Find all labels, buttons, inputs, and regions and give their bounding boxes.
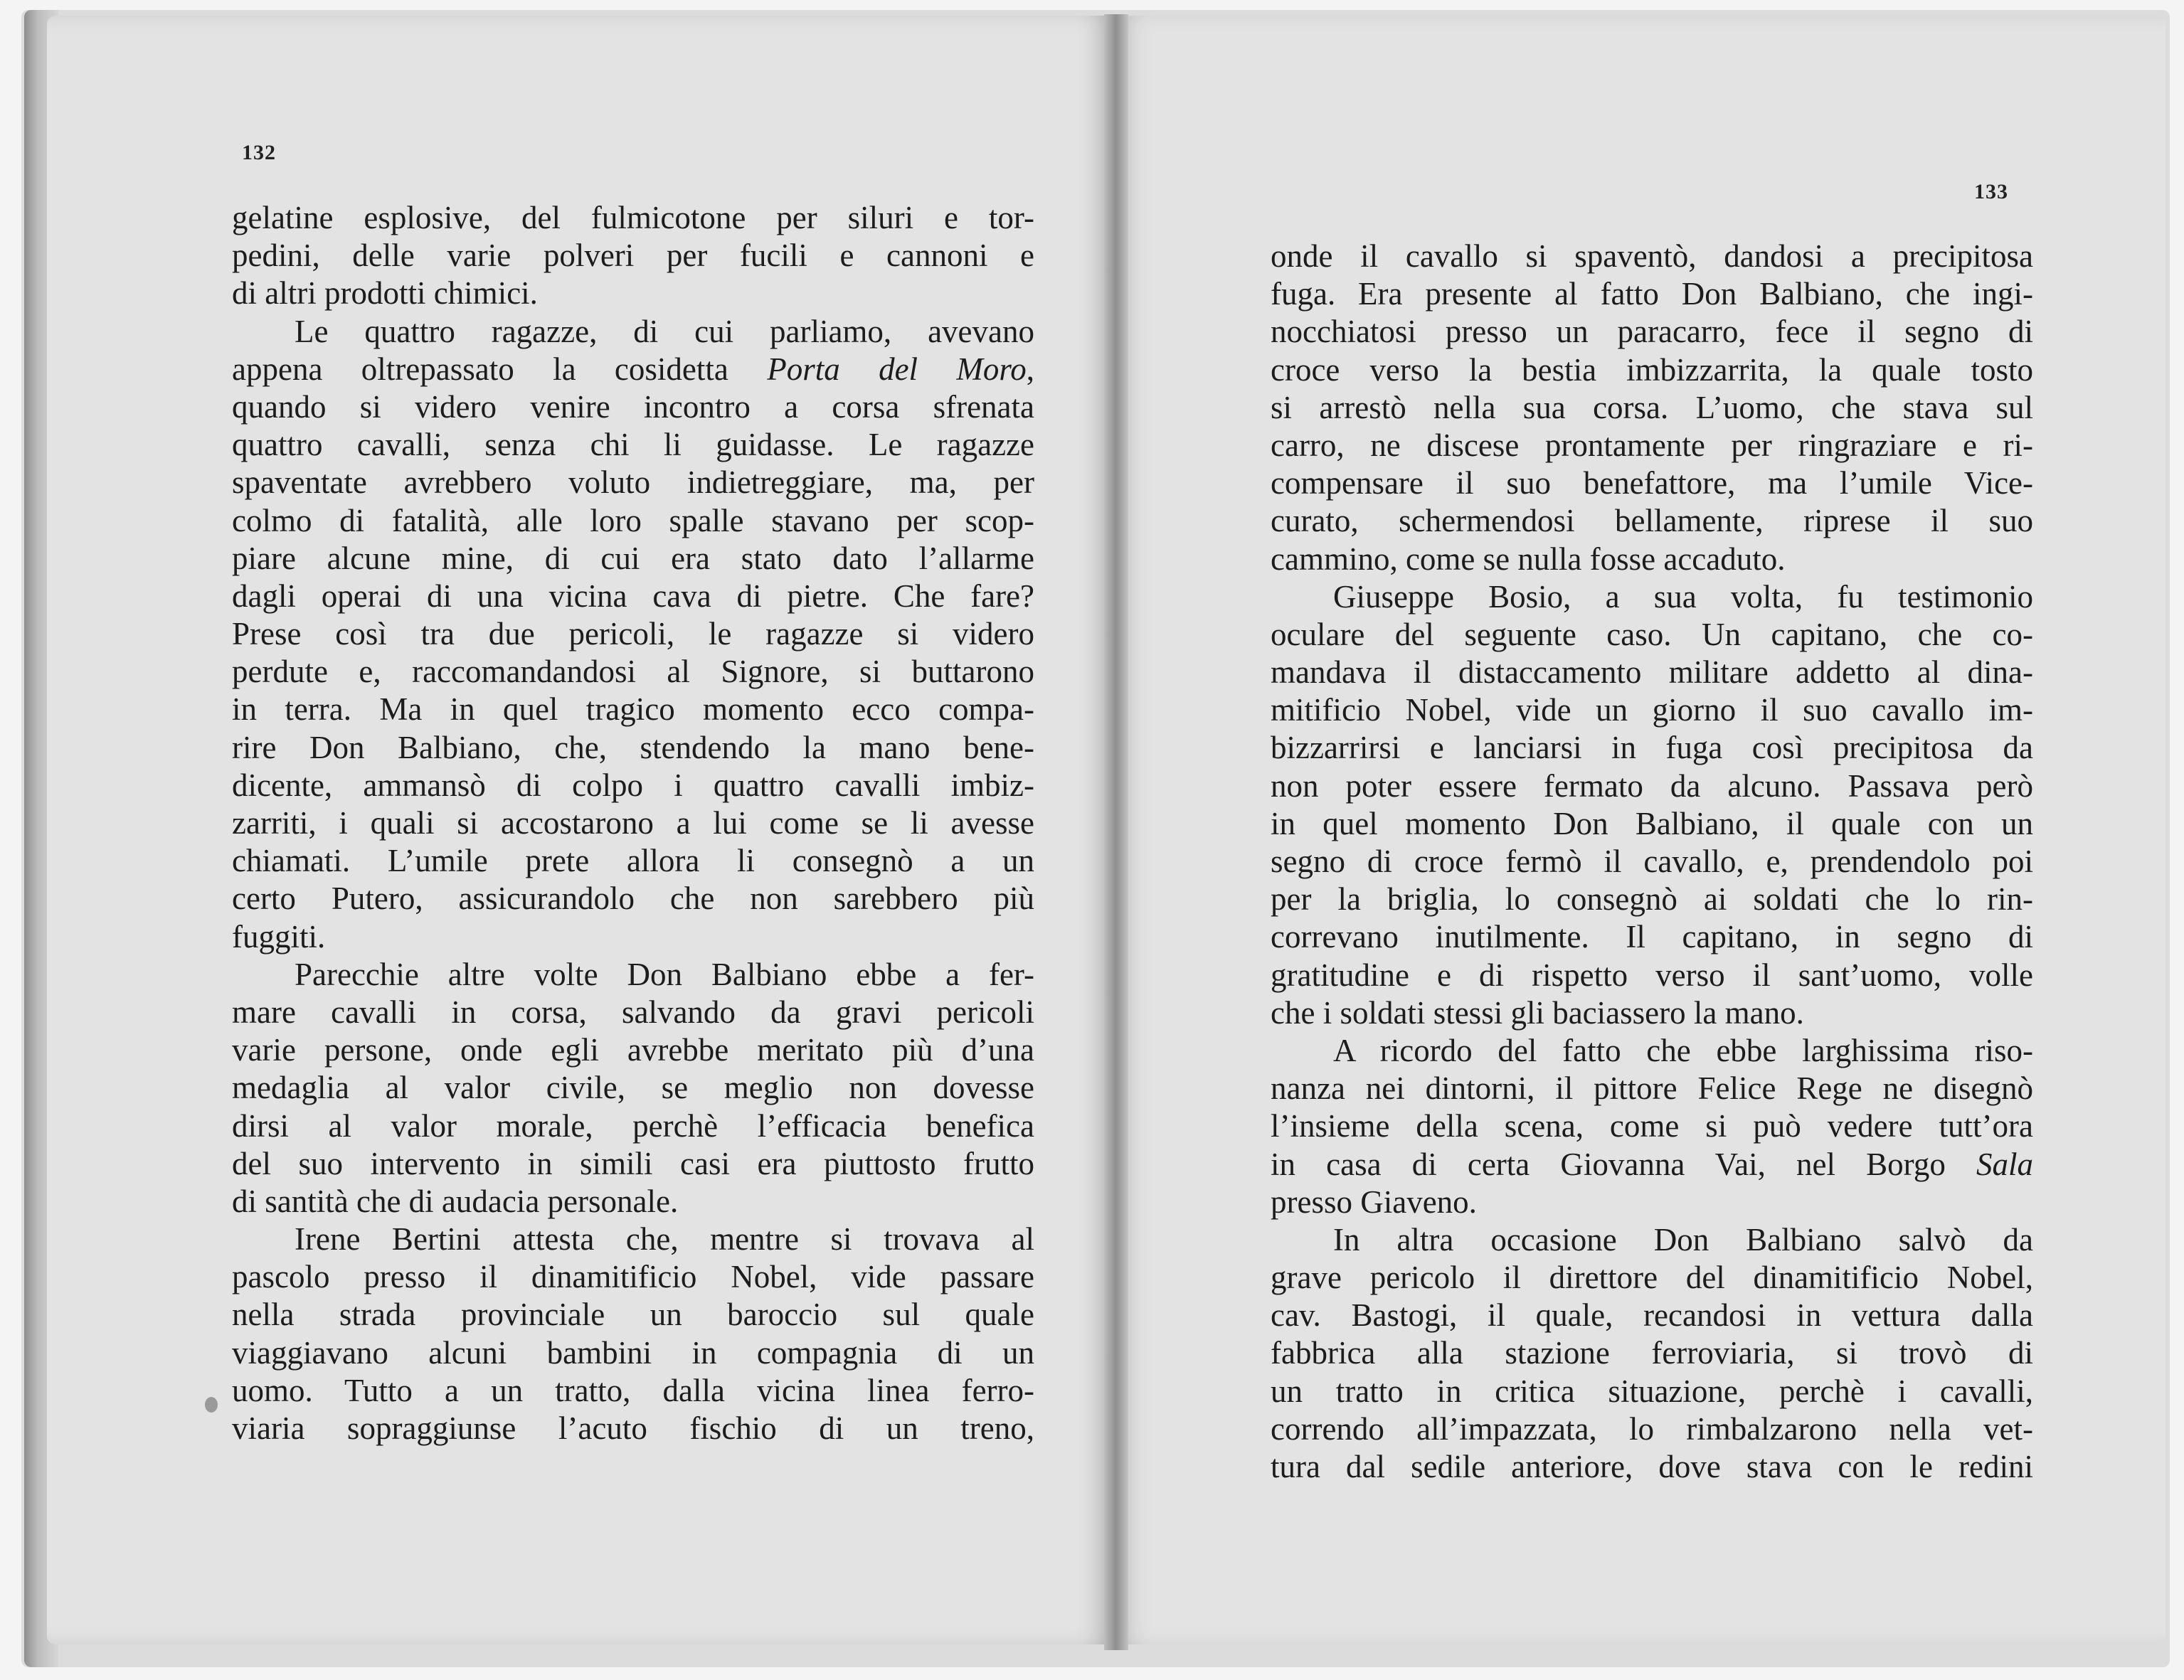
text-line: in quel momento Don Balbiano, il quale con un xyxy=(1271,805,2033,841)
text-line: quando si videro venire incontro a corsa sfrenata xyxy=(232,388,1034,425)
text-line: onde il cavallo si spaventò, dandosi a precipitosa xyxy=(1271,238,2033,274)
text-line: compensare il suo benefattore, ma l’umile Vice- xyxy=(1271,465,2033,501)
text-line: di santità che di audacia personale. xyxy=(232,1183,679,1219)
text-line: nocchiatosi presso un paracarro, fece il segno di xyxy=(1271,314,2033,350)
text-line: Prese così tra due pericoli, le ragazze si videro xyxy=(232,616,1034,652)
text-line: in terra. Ma in quel tragico momento ecco compa- xyxy=(232,691,1034,728)
text-line: segno di croce fermò il cavallo, e, prendendolo poi xyxy=(1271,844,2033,879)
text-line: l’insieme della scena, come si può vedere tutt’ora xyxy=(1271,1108,2033,1144)
text-line: pascolo presso il dinamitificio Nobel, vide passare xyxy=(232,1259,1034,1295)
text-line: carro, ne discese prontamente per ringraziare e ri- xyxy=(1271,427,2033,463)
text-line: in casa di certa Giovanna Vai, nel Borgo Sala xyxy=(1271,1146,2033,1182)
text-line: si arrestò nella sua corsa. L’uomo, che stava sul xyxy=(1271,389,2033,425)
text-line: certo Putero, assicurandolo che non sarebbero più xyxy=(232,881,1034,917)
text-line: gratitudine e di rispetto verso il sant’uomo, volle xyxy=(1271,957,2033,993)
text-line: dirsi al valor morale, perchè l’efficacia benefica xyxy=(232,1107,1034,1144)
text-line: presso Giaveno. xyxy=(1271,1184,1477,1220)
text-line: gelatine esplosive, del fulmicotone per siluri e tor- xyxy=(232,200,1034,235)
text-line: uomo. Tutto a un tratto, dalla vicina linea ferro- xyxy=(232,1372,1034,1408)
text-line: mare cavalli in corsa, salvando da gravi pericoli xyxy=(232,994,1034,1030)
book-gutter xyxy=(1104,14,1128,1650)
text-line: cav. Bastogi, il quale, recandosi in vettura dalla xyxy=(1271,1297,2033,1334)
text-line: fuggiti. xyxy=(232,918,326,955)
text-line: A ricordo del fatto che ebbe larghissima riso- xyxy=(1333,1032,2033,1068)
text-line: correndo all’impazzata, lo rimbalzarono nella vet- xyxy=(1271,1410,2033,1447)
text-line: In altra occasione Don Balbiano salvò da xyxy=(1333,1221,2033,1258)
text-line: viaggiavano alcuni bambini in compagnia di un xyxy=(232,1334,1034,1371)
text-line: nanza nei dintorni, il pittore Felice Rege ne disegnò xyxy=(1271,1070,2033,1107)
text-line: oculare del seguente caso. Un capitano, che co- xyxy=(1271,616,2033,652)
text-line: zarriti, i quali si accostarono a lui come se li avesse xyxy=(232,805,1034,841)
text-line: croce verso la bestia imbizzarrita, la quale tosto xyxy=(1271,351,2033,388)
text-line: grave pericolo il direttore del dinamitificio Nobel, xyxy=(1271,1260,2033,1296)
text-line: medaglia al valor civile, se meglio non dovesse xyxy=(232,1070,1034,1106)
text-line: pedini, delle varie polveri per fucili e cannoni e xyxy=(232,238,1034,274)
text-line: del suo intervento in simili casi era piuttosto frutto xyxy=(232,1145,1034,1181)
left-page-text xyxy=(232,199,1034,1447)
text-line: cammino, come se nulla fosse accaduto. xyxy=(1271,541,1786,577)
text-line: fabbrica alla stazione ferroviaria, si trovò di xyxy=(1271,1335,2033,1371)
text-line: appena oltrepassato la cosidetta Porta del Moro, xyxy=(232,351,1034,387)
text-line: correvano inutilmente. Il capitano, in segno di xyxy=(1271,919,2033,955)
text-line: chiamati. L’umile prete allora li consegnò a un xyxy=(232,843,1034,879)
text-line: varie persone, onde egli avrebbe meritato più d’una xyxy=(232,1032,1034,1068)
text-line: quattro cavalli, senza chi li guidasse. Le ragazze xyxy=(232,427,1034,463)
text-line: mandava il distaccamento militare addetto al dina- xyxy=(1271,654,2033,691)
text-line: nella strada provinciale un baroccio sul quale xyxy=(232,1297,1034,1333)
right-page-text xyxy=(1271,238,2033,1486)
text-line: mitificio Nobel, vide un giorno il suo cavallo im- xyxy=(1271,692,2033,728)
ink-blot xyxy=(205,1397,218,1413)
text-line: spaventate avrebbero voluto indietreggiare, ma, per xyxy=(232,464,1034,501)
text-line: tura dal sedile anteriore, dove stava con le redini xyxy=(1271,1449,2033,1484)
text-line: un tratto in critica situazione, perchè i cavalli, xyxy=(1271,1373,2033,1409)
text-line: rire Don Balbiano, che, stendendo la mano bene- xyxy=(232,729,1034,765)
text-line: curato, schermendosi bellamente, riprese il suo xyxy=(1271,503,2033,539)
text-line: perdute e, raccomandandosi al Signore, si buttarono xyxy=(232,654,1034,690)
text-line: viaria sopraggiunse l’acuto fischio di un treno, xyxy=(232,1410,1034,1446)
text-line: non poter essere fermato da alcuno. Passava però xyxy=(1271,767,2033,804)
text-line: dicente, ammansò di colpo i quattro cavalli imbiz- xyxy=(232,767,1034,803)
text-line: dagli operai di una vicina cava di pietre. Che fare? xyxy=(232,578,1034,614)
text-line: piare alcune mine, di cui era stato dato l’allarme xyxy=(232,540,1034,576)
text-line: colmo di fatalità, alle loro spalle stavano per scop- xyxy=(232,502,1034,538)
text-line: Parecchie altre volte Don Balbiano ebbe a fer- xyxy=(295,956,1034,992)
left-page-number: 132 xyxy=(242,141,276,164)
text-line: Irene Bertini attesta che, mentre si trovava al xyxy=(295,1221,1034,1258)
text-line: di altri prodotti chimici. xyxy=(232,275,538,312)
text-line: per la briglia, lo consegnò ai soldati che lo rin- xyxy=(1271,881,2033,918)
text-line: Giuseppe Bosio, a sua volta, fu testimonio xyxy=(1333,578,2033,615)
text-line: fuga. Era presente al fatto Don Balbiano, che ingi- xyxy=(1271,276,2033,312)
right-page-number: 133 xyxy=(1974,180,2008,203)
text-line: Le quattro ragazze, di cui parliamo, avevano xyxy=(295,313,1034,349)
text-line: bizzarrirsi e lanciarsi in fuga così precipitosa da xyxy=(1271,730,2033,766)
text-line: che i soldati stessi gli baciassero la mano. xyxy=(1271,994,1804,1031)
